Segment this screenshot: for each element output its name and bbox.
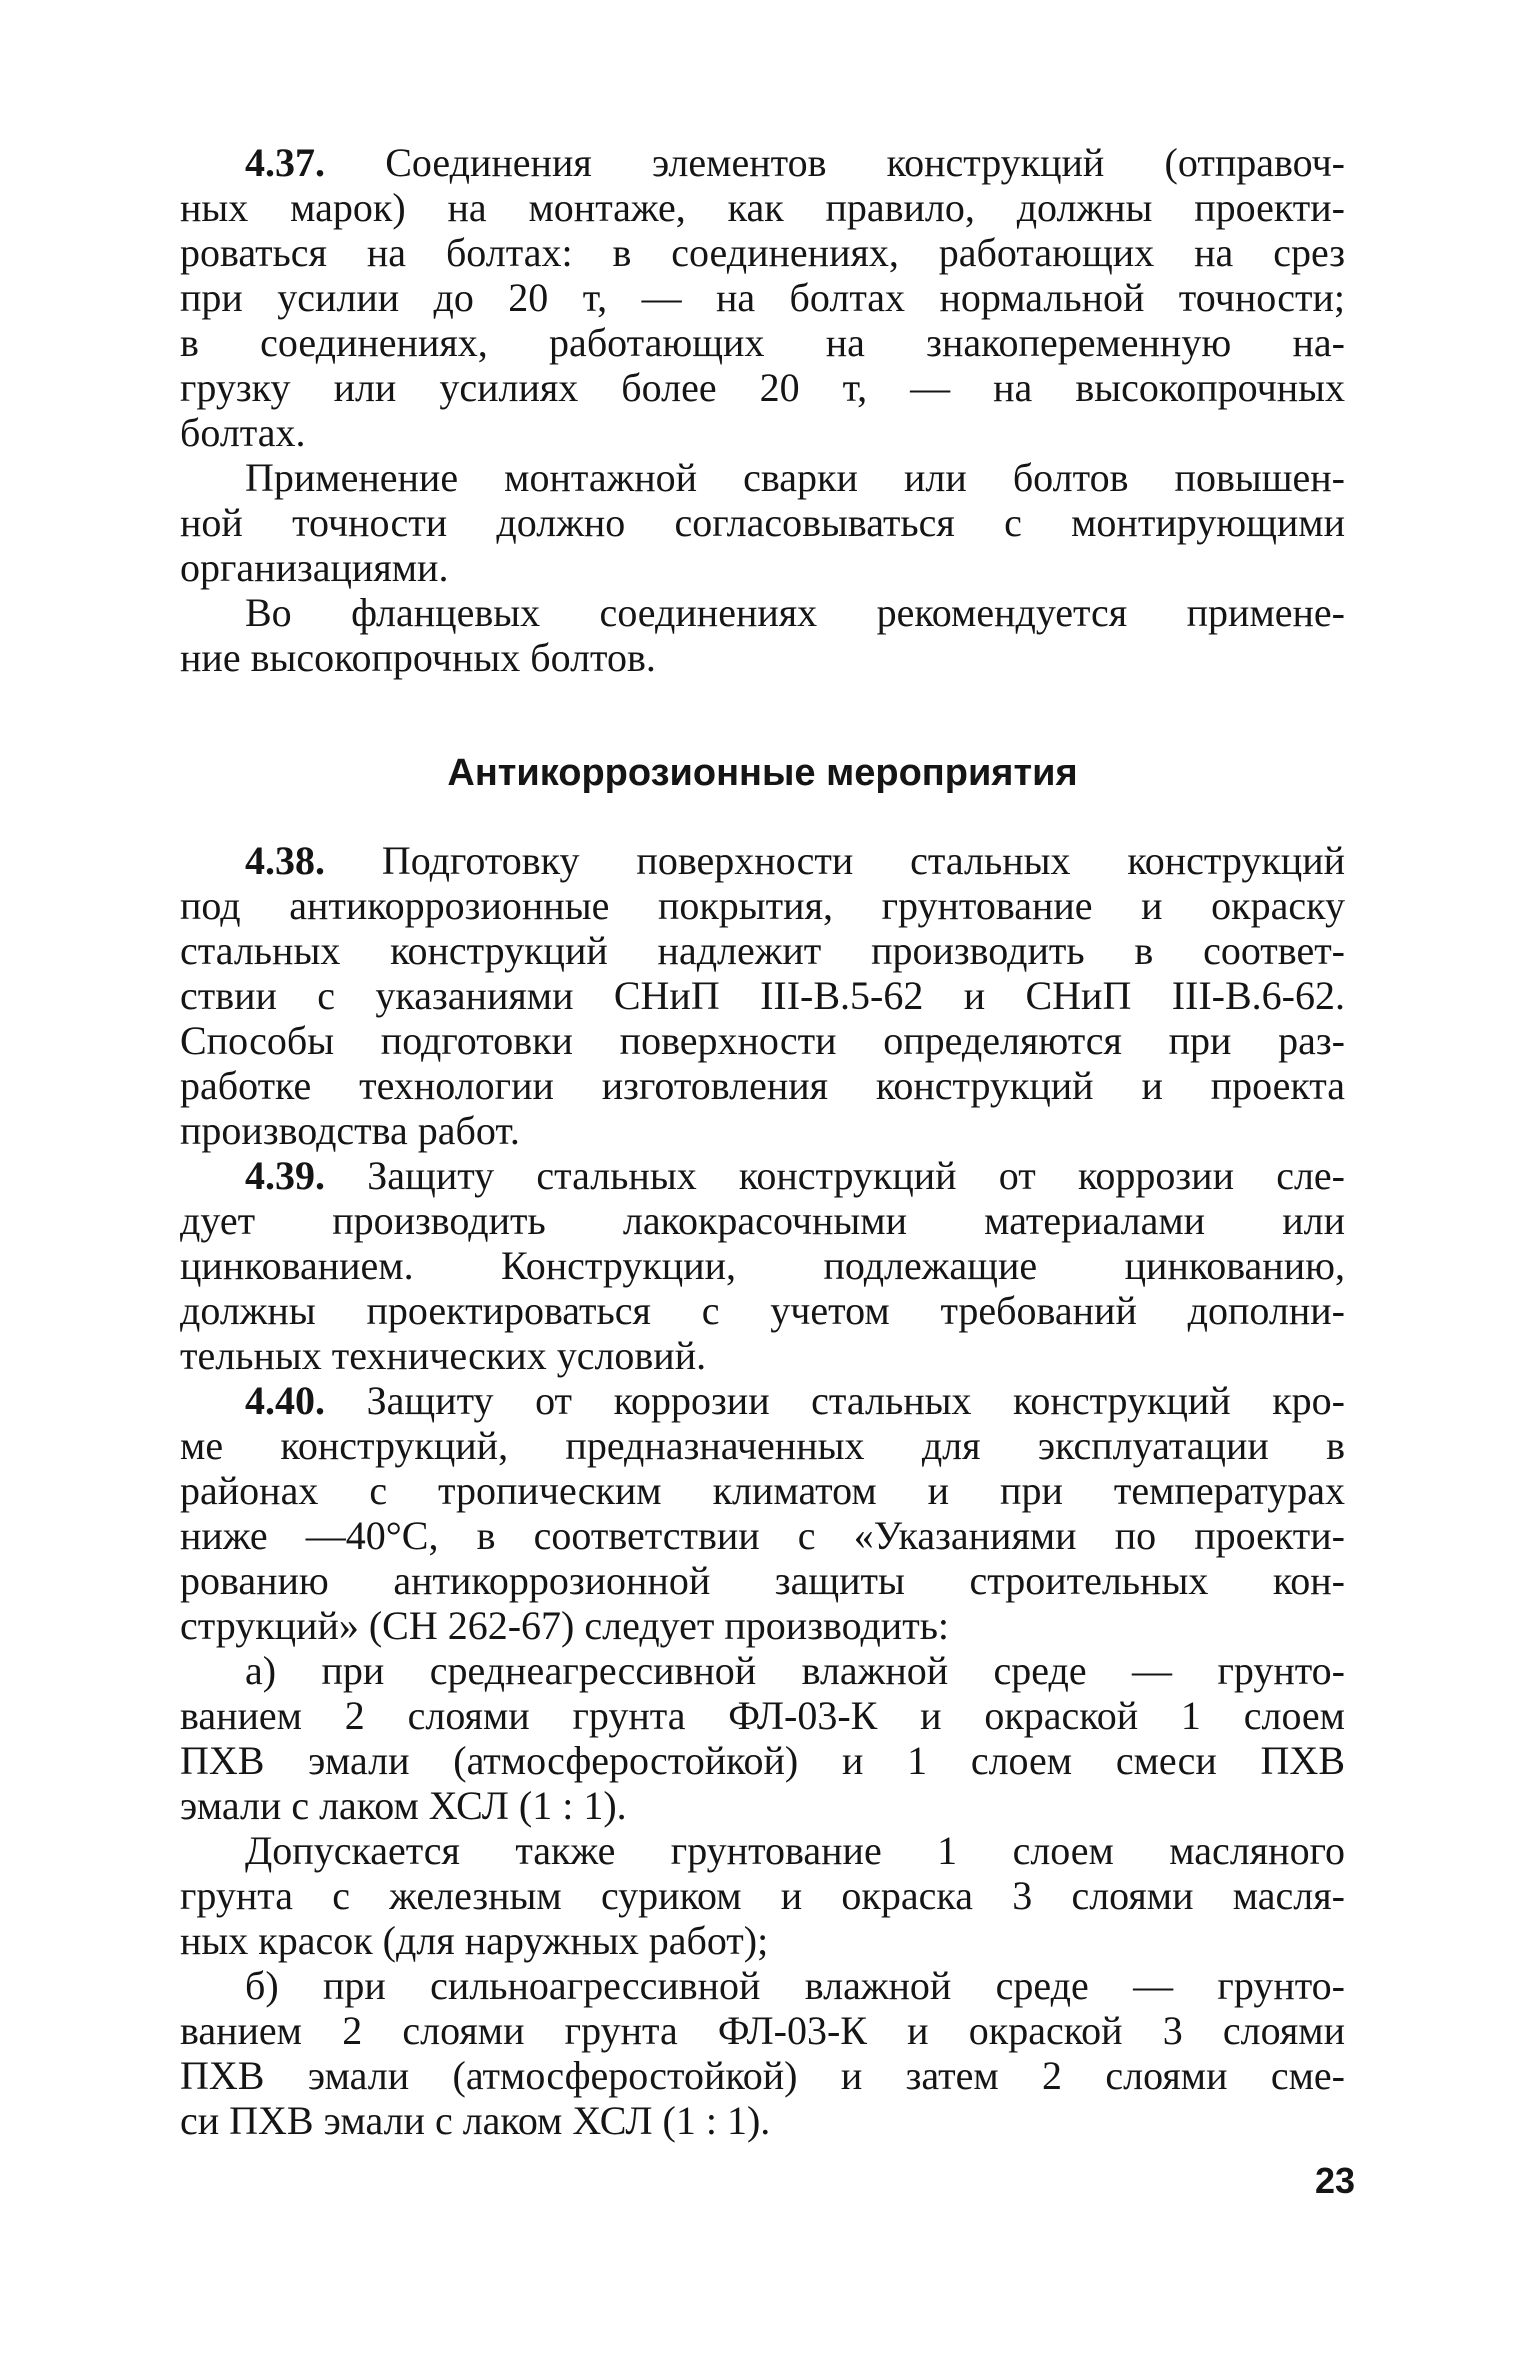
paragraph-line: Во фланцевых соединениях рекомендуется примене-	[245, 590, 1345, 635]
paragraph-line: работке технологии изготовления конструкций и проекта	[180, 1063, 1345, 1108]
paragraph-line: 4.38. Подготовку поверхности стальных конструкций	[245, 838, 1345, 883]
section-heading: Антикоррозионные мероприятия	[447, 752, 1078, 794]
clause-number: 4.38.	[245, 838, 325, 883]
paragraph-line: ПХВ эмали (атмосферостойкой) и 1 слоем смеси ПХВ	[180, 1738, 1345, 1783]
text-block-1	[180, 140, 1345, 680]
paragraph-line: Применение монтажной сварки или болтов повышен-	[245, 455, 1345, 500]
paragraph-line: районах с тропическим климатом и при температурах	[180, 1468, 1345, 1513]
paragraph-line: эмали с лаком ХСЛ (1 : 1).	[180, 1783, 627, 1828]
text-block-2	[180, 838, 1345, 2143]
paragraph-line: 4.40. Защиту от коррозии стальных конструкций кро-	[245, 1378, 1345, 1423]
paragraph-line: организациями.	[180, 545, 449, 590]
paragraph-line: струкций» (СН 262-67) следует производить:	[180, 1603, 950, 1648]
paragraph-line: 4.39. Защиту стальных конструкций от коррозии сле-	[245, 1153, 1345, 1198]
paragraph-line: б) при сильноагрессивной влажной среде — грунто-	[245, 1963, 1345, 2008]
clause-number: 4.39.	[245, 1153, 325, 1198]
paragraph-line: цинкованием. Конструкции, подлежащие цинкованию,	[180, 1243, 1345, 1288]
paragraph-line: ние высокопрочных болтов.	[180, 635, 656, 680]
paragraph-line: должны проектироваться с учетом требований дополни-	[180, 1288, 1345, 1333]
paragraph-line: ПХВ эмали (атмосферостойкой) и затем 2 слоями сме-	[180, 2053, 1345, 2098]
paragraph-line: болтах.	[180, 410, 306, 455]
clause-number: 4.37.	[245, 140, 325, 185]
paragraph-line: ванием 2 слоями грунта ФЛ-03-К и окраской 1 слоем	[180, 1693, 1345, 1738]
paragraph-line: Способы подготовки поверхности определяются при раз-	[180, 1018, 1345, 1063]
paragraph-line: ванием 2 слоями грунта ФЛ-03-К и окраской 3 слоями	[180, 2008, 1345, 2053]
paragraph-line: Допускается также грунтование 1 слоем масляного	[245, 1828, 1345, 1873]
paragraph-line: производства работ.	[180, 1108, 520, 1153]
paragraph-line: ствии с указаниями СНиП III-В.5-62 и СНиП III-В.6-62.	[180, 973, 1345, 1018]
paragraph-line: ных красок (для наружных работ);	[180, 1918, 769, 1963]
paragraph-line: ной точности должно согласовываться с монтирующими	[180, 500, 1345, 545]
paragraph-line: си ПХВ эмали с лаком ХСЛ (1 : 1).	[180, 2098, 771, 2143]
page-number: 23	[1314, 2160, 1355, 2201]
paragraph-line: рованию антикоррозионной защиты строительных кон-	[180, 1558, 1345, 1603]
paragraph-line: 4.37. Соединения элементов конструкций (отправоч-	[245, 140, 1346, 185]
paragraph-line: в соединениях, работающих на знакопеременную на-	[180, 320, 1345, 365]
paragraph-line: под антикоррозионные покрытия, грунтование и окраску	[180, 883, 1345, 928]
paragraph-line: тельных технических условий.	[180, 1333, 707, 1378]
paragraph-line: а) при среднеагрессивной влажной среде — грунто-	[245, 1648, 1345, 1693]
paragraph-line: при усилии до 20 т, — на болтах нормальной точности;	[180, 275, 1345, 320]
paragraph-line: стальных конструкций надлежит производить в соответ-	[180, 928, 1345, 973]
paragraph-line: грунта с железным суриком и окраска 3 слоями масля-	[180, 1873, 1345, 1918]
paragraph-line: грузку или усилиях более 20 т, — на высокопрочных	[180, 365, 1345, 410]
paragraph-line: ме конструкций, предназначенных для эксплуатации в	[180, 1423, 1345, 1468]
paragraph-line: ных марок) на монтаже, как правило, должны проекти-	[180, 185, 1345, 230]
paragraph-line: ниже —40°С, в соответствии с «Указаниями по проекти-	[180, 1513, 1345, 1558]
paragraph-line: дует производить лакокрасочными материалами или	[180, 1198, 1345, 1243]
clause-number: 4.40.	[245, 1378, 325, 1423]
paragraph-line: роваться на болтах: в соединениях, работающих на срез	[180, 230, 1345, 275]
